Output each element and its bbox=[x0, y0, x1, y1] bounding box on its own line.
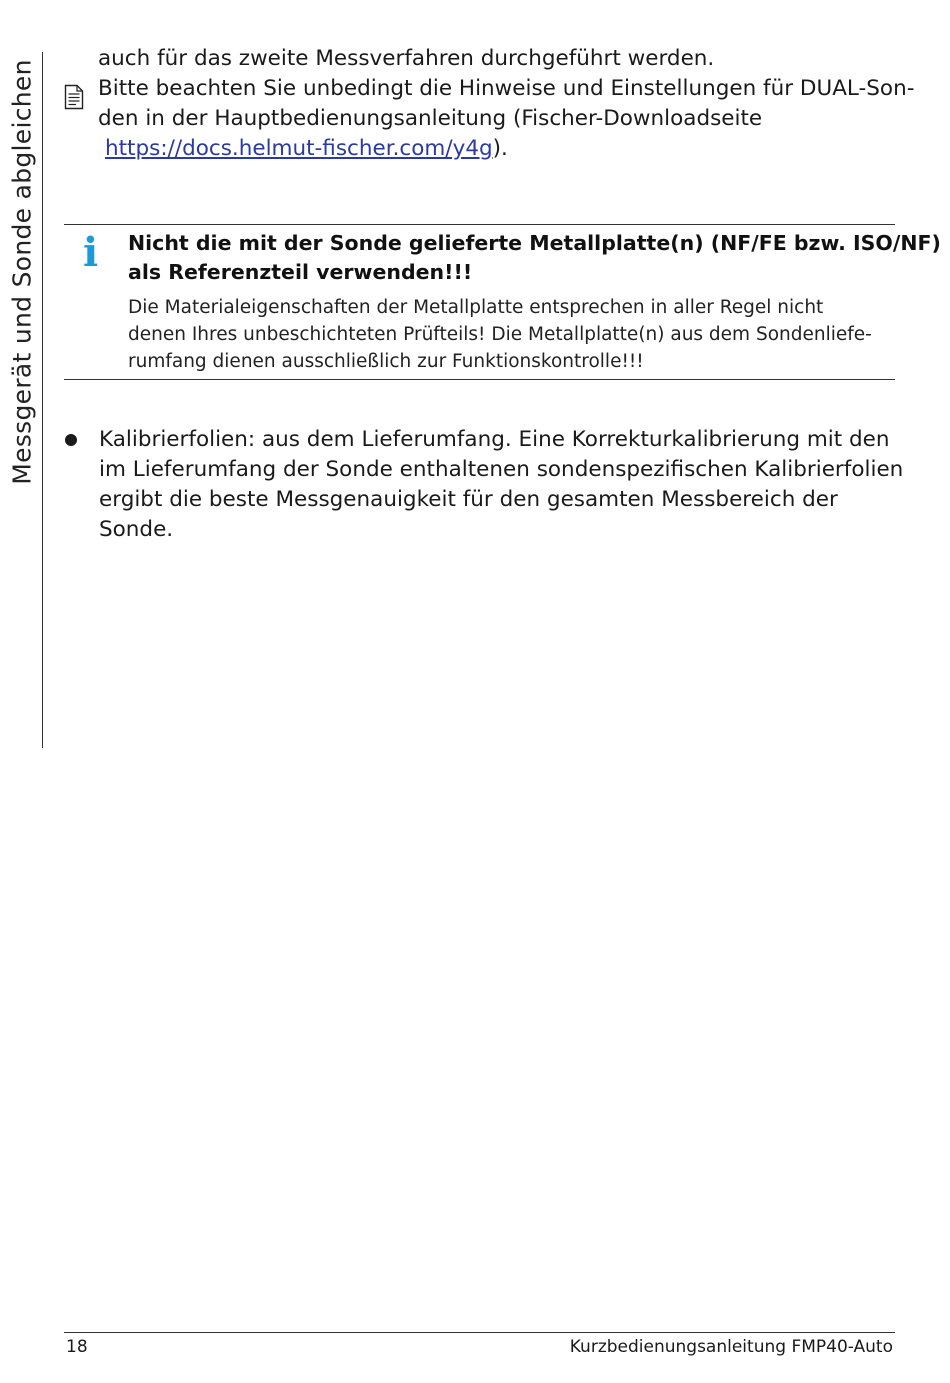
side-vertical-rule bbox=[42, 52, 43, 748]
info-icon: i bbox=[83, 229, 99, 276]
bullet-dot-icon bbox=[65, 434, 77, 446]
side-section-title bbox=[2, 52, 42, 492]
info-box-top-rule bbox=[64, 224, 895, 225]
download-page-link[interactable]: https://docs.helmut-fischer.com/y4g bbox=[105, 136, 493, 161]
info-body-line-2: denen Ihres unbeschichteten Prüfteils! Die Metallplatte(n) aus dem Sondenliefe- bbox=[128, 324, 872, 345]
info-box-bottom-rule bbox=[64, 379, 895, 380]
continuation-text: auch für das zweite Messverfahren durchgeführt werden. bbox=[98, 46, 715, 71]
bullet-line-4: Sonde. bbox=[99, 517, 174, 542]
side-section-title-text: Messgerät und Sonde abgleichen bbox=[7, 59, 37, 485]
info-title-line-1: Nicht die mit der Sonde gelieferte Metallplatte(n) (NF/FE bzw. ISO/NF) bbox=[128, 231, 941, 255]
info-body-line-3: rumfang dienen ausschließlich zur Funktionskontrolle!!! bbox=[128, 351, 644, 372]
note-text-line-1: Bitte beachten Sie unbedingt die Hinweise und Einstellungen für DUAL-Son- bbox=[98, 76, 915, 101]
note-link-suffix: ). bbox=[492, 136, 508, 161]
info-title-line-2: als Referenzteil verwenden!!! bbox=[128, 260, 473, 284]
bullet-line-2: im Lieferumfang der Sonde enthaltenen sondenspezifischen Kalibrierfolien bbox=[99, 457, 904, 482]
info-body bbox=[128, 294, 898, 375]
document-note-icon bbox=[64, 84, 84, 110]
info-title bbox=[128, 229, 941, 287]
note-text-line-2: den in der Hauptbedienungsanleitung (Fischer-Downloadseite bbox=[98, 106, 763, 131]
note-text-line-3 bbox=[98, 134, 898, 164]
info-body-line-1: Die Materialeigenschaften der Metallplatte entsprechen in aller Regel nicht bbox=[128, 297, 824, 318]
document-title: Kurzbedienungsanleitung FMP40-Auto bbox=[569, 1337, 893, 1357]
footer-rule bbox=[64, 1332, 895, 1333]
bullet-line-1: Kalibrierfolien: aus dem Lieferumfang. Eine Korrekturkalibrierung mit den bbox=[99, 427, 890, 452]
bullet-line-3: ergibt die beste Messgenauigkeit für den gesamten Messbereich der bbox=[99, 487, 838, 512]
bullet-item-calibration-foils bbox=[99, 425, 904, 545]
page-number: 18 bbox=[66, 1337, 88, 1357]
